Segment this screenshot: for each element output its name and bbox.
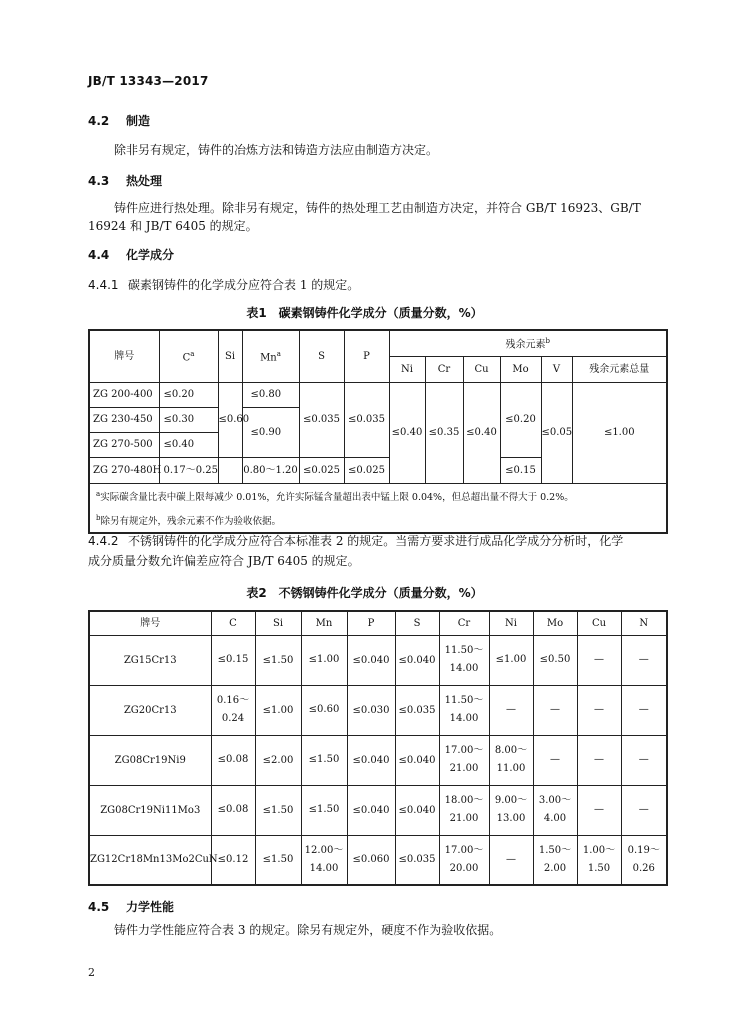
paragraph-4-3-line1: 铸件应进行热处理。除非另有规定，铸件的热处理工艺由制造方决定，并符合 GB/T 16923、GB/T (114, 201, 641, 215)
table2-caption: 表2 不锈钢铸件化学成分（质量分数，%） (246, 586, 483, 600)
table-cell (577, 635, 621, 685)
table-cell: ≤0.30 (159, 407, 218, 432)
cell-line: 12.00～ (304, 844, 344, 856)
cell-line: ≤1.00 (308, 654, 340, 665)
table-cell (621, 735, 667, 785)
table-cell (439, 785, 489, 835)
cell-line: 14.00 (449, 713, 479, 724)
table-cell (211, 835, 255, 885)
cell-line: 2.00 (543, 862, 567, 874)
header-cell: Cu (577, 611, 621, 635)
table1-footnotes (89, 483, 667, 533)
cell-line: 13.00 (496, 813, 526, 824)
table-cell (301, 735, 347, 785)
section-number: 4.3 (88, 174, 110, 188)
table-cell: ≤0.060 (347, 835, 395, 885)
table-cell: 0.80～1.20 (242, 457, 299, 483)
cell-line: — (506, 704, 516, 715)
table-cell: ZG 200-400 (89, 382, 159, 407)
cell-line: 20.00 (449, 862, 479, 874)
table-row (89, 835, 667, 885)
table-cell (621, 835, 667, 885)
table-cell: ≤0.040 (347, 735, 395, 785)
table-cell: ≤0.035 (299, 382, 344, 457)
cell-line: — (550, 754, 560, 765)
clause-text: 不锈钢铸件的化学成分应符合本标准表 2 的规定。当需方要求进行成品化学成分分析时，化学 (128, 534, 624, 548)
cell-line: ≤0.60 (308, 704, 340, 715)
header-grade: 牌号 (89, 330, 159, 382)
header-mo: Mo (500, 356, 541, 382)
cell-line: 11.00 (496, 763, 526, 774)
table-cell (439, 735, 489, 785)
table-cell: ≤0.035 (395, 835, 439, 885)
table-cell (577, 835, 621, 885)
header-cell: 牌号 (89, 611, 211, 635)
table-cell (489, 685, 533, 735)
header-s: S (299, 330, 344, 382)
table-row (89, 785, 667, 835)
footnote-a: $^a$实际碳含量比表中碳上限每减少 0.01%，允许实际锰含量超出表中锰上限 0.04%，但总超出量不得大于 0.2%。 (96, 489, 574, 503)
table-cell (489, 835, 533, 885)
clause-number: 4.4.1 (88, 278, 119, 292)
table-cell (301, 685, 347, 735)
table-cell: ≤0.40 (159, 432, 218, 457)
section-heading-4-5 (88, 898, 174, 915)
section-heading-4-3 (88, 172, 162, 189)
table2-stainless-steel (88, 610, 668, 886)
table-cell: ≤0.035 (395, 685, 439, 735)
cell-line: ≤0.12 (217, 853, 249, 865)
table-cell (489, 785, 533, 835)
header-mn: Mn$^a$ (242, 330, 299, 382)
paragraph-4-5: 铸件力学性能应符合表 3 的规定。除另有规定外，硬度不作为验收依据。 (114, 923, 502, 937)
cell-line: ≤0.08 (217, 804, 249, 815)
cell-line: 9.00～ (494, 795, 528, 806)
table-cell (621, 635, 667, 685)
paragraph-4-2: 除非另有规定，铸件的冶炼方法和铸造方法应由制造方决定。 (114, 143, 439, 157)
section-title: 力学性能 (126, 900, 175, 914)
table-cell (577, 685, 621, 735)
cell-line: — (638, 754, 649, 765)
cell-line: — (506, 853, 516, 865)
table-cell: ≤0.040 (395, 785, 439, 835)
clause-number: 4.4.2 (88, 534, 119, 548)
table-cell (218, 457, 242, 483)
cell-line: 17.00～ (444, 844, 484, 856)
table-cell (533, 785, 577, 835)
table-cell: ≤0.040 (395, 735, 439, 785)
table1-caption: 表1 碳素钢铸件化学成分（质量分数，%） (246, 306, 483, 320)
header-cu: Cu (463, 356, 500, 382)
cell-line: 11.50～ (444, 645, 484, 656)
table-cell (301, 835, 347, 885)
table-cell: ≤0.35 (425, 382, 463, 483)
table-cell: ZG 270-500 (89, 432, 159, 457)
header-cell: Mn (301, 611, 347, 635)
cell-line: ≤1.50 (308, 754, 340, 765)
table-cell (439, 635, 489, 685)
header-si: Si (218, 330, 242, 382)
cell-line: 17.00～ (444, 745, 484, 756)
cell-line: 14.00 (309, 862, 339, 874)
cell-line: ≤0.15 (217, 654, 249, 665)
table-cell (621, 785, 667, 835)
table-cell: ZG 230-450 (89, 407, 159, 432)
table-cell: ≤1.50 (255, 835, 301, 885)
table-cell: ZG 270-480H (89, 457, 159, 483)
header-cell: S (395, 611, 439, 635)
footnote-b: $^b$除另有规定外，残余元素不作为验收依据。 (96, 513, 281, 527)
cell-line: ≤0.50 (539, 654, 571, 665)
cell-line: 21.00 (449, 813, 479, 824)
header-cell: Ni (489, 611, 533, 635)
table-cell (301, 785, 347, 835)
table-cell: ≤1.00 (255, 685, 301, 735)
table-cell: ≤1.00 (572, 382, 667, 483)
cell-line: — (594, 654, 604, 665)
table-cell: ≤0.025 (299, 457, 344, 483)
table-cell (211, 785, 255, 835)
table-cell: ≤0.40 (463, 382, 500, 483)
section-title: 化学成分 (126, 248, 175, 262)
section-title: 制造 (126, 114, 151, 128)
section-number: 4.5 (88, 900, 110, 914)
table-cell: ≤0.60 (218, 382, 242, 457)
table-cell (577, 785, 621, 835)
section-number: 4.2 (88, 114, 110, 128)
table-cell (489, 735, 533, 785)
table-cell: ZG15Cr13 (89, 635, 211, 685)
table-row (89, 685, 667, 735)
header-cell: Cr (439, 611, 489, 635)
cell-line: 4.00 (543, 813, 567, 824)
table-cell: ZG08Cr19Ni11Mo3 (89, 785, 211, 835)
table-cell: ≤0.90 (242, 407, 299, 457)
cell-line: 0.16～ (216, 695, 250, 706)
table-cell: ZG20Cr13 (89, 685, 211, 735)
table-cell (533, 635, 577, 685)
section-number: 4.4 (88, 248, 110, 262)
table-cell: ≤0.035 (344, 382, 389, 457)
footnote-mark: b (545, 337, 551, 346)
header-cell: Mo (533, 611, 577, 635)
table-cell: ≤2.00 (255, 735, 301, 785)
table-cell: ≤0.20 (500, 382, 541, 457)
header-p: P (344, 330, 389, 382)
header-residual: 残余元素$^b$ (389, 330, 667, 356)
cell-line: 11.50～ (444, 695, 484, 706)
cell-line: ≤1.00 (495, 654, 527, 665)
table-cell (533, 735, 577, 785)
footnote-mark: a (276, 350, 281, 359)
cell-line: 0.19～ (627, 844, 660, 856)
table-cell: 0.17～0.25 (159, 457, 218, 483)
table1-carbon-steel (88, 329, 668, 534)
clause-text: 碳素钢铸件的化学成分应符合表 1 的规定。 (128, 278, 360, 292)
table-cell: ≤0.040 (395, 635, 439, 685)
table-row (89, 635, 667, 685)
table-row (89, 735, 667, 785)
table-cell: ≤1.50 (255, 785, 301, 835)
table-cell: ≤0.40 (389, 382, 425, 483)
table-cell (489, 635, 533, 685)
clause-4-4-2-line2: 成分质量分数允许偏差应符合 JB/T 6405 的规定。 (88, 554, 360, 568)
table-cell (621, 685, 667, 735)
cell-line: 8.00～ (494, 745, 528, 756)
table-cell: ≤0.030 (347, 685, 395, 735)
table-cell: ≤0.040 (347, 785, 395, 835)
cell-line: ≤1.50 (308, 804, 340, 815)
header-cr: Cr (425, 356, 463, 382)
cell-line: 0.24 (221, 713, 245, 724)
header-c: $C^a$ (159, 330, 218, 382)
cell-line: 0.26 (632, 862, 655, 874)
cell-line: 1.00～ (582, 844, 616, 856)
cell-line: — (594, 754, 604, 765)
table-cell: ≤0.05 (541, 382, 572, 483)
header-cell: N (621, 611, 667, 635)
header-residual-total: 残余元素总量 (572, 356, 667, 382)
cell-line: 18.00～ (444, 795, 484, 806)
table-cell (301, 635, 347, 685)
table-cell (211, 735, 255, 785)
table-cell: ≤1.50 (255, 635, 301, 685)
header-v: V (541, 356, 572, 382)
cell-line: — (594, 704, 604, 715)
table-cell: ZG08Cr19Ni9 (89, 735, 211, 785)
cell-line: — (594, 804, 604, 815)
page-number: 2 (88, 966, 95, 979)
header-ni: Ni (389, 356, 425, 382)
section-title: 热处理 (126, 174, 163, 188)
footnote-mark: a (190, 350, 195, 359)
cell-line: 21.00 (449, 763, 479, 774)
table-cell: ≤0.80 (242, 382, 299, 407)
table-cell (577, 735, 621, 785)
cell-line: — (550, 704, 560, 715)
header-cell: Si (255, 611, 301, 635)
table-cell (211, 635, 255, 685)
standard-code: JB/T 13343—2017 (88, 74, 209, 88)
table-cell (533, 835, 577, 885)
cell-line: — (638, 804, 649, 815)
cell-line: 14.00 (449, 663, 479, 674)
table-cell (439, 835, 489, 885)
cell-line: ≤0.08 (217, 754, 249, 765)
cell-line: — (638, 704, 649, 715)
section-heading-4-2 (88, 112, 150, 129)
table-cell (533, 685, 577, 735)
cell-line: 3.00～ (538, 795, 572, 806)
section-heading-4-4 (88, 246, 174, 263)
table-cell: ≤0.040 (347, 635, 395, 685)
table-cell (439, 685, 489, 735)
header-cell: P (347, 611, 395, 635)
table-cell (211, 685, 255, 735)
table-cell: ≤0.20 (159, 382, 218, 407)
clause-4-4-1 (88, 276, 359, 293)
table-cell: ZG12Cr18Mn13Mo2CuN (89, 835, 211, 885)
paragraph-4-3-line2: 16924 和 JB/T 6405 的规定。 (88, 219, 258, 233)
cell-line: — (638, 654, 649, 665)
cell-line: 1.50 (587, 862, 611, 874)
header-cell: C (211, 611, 255, 635)
table-cell: ≤0.15 (500, 457, 541, 483)
cell-line: 1.50～ (538, 844, 572, 856)
table-cell: ≤0.025 (344, 457, 389, 483)
